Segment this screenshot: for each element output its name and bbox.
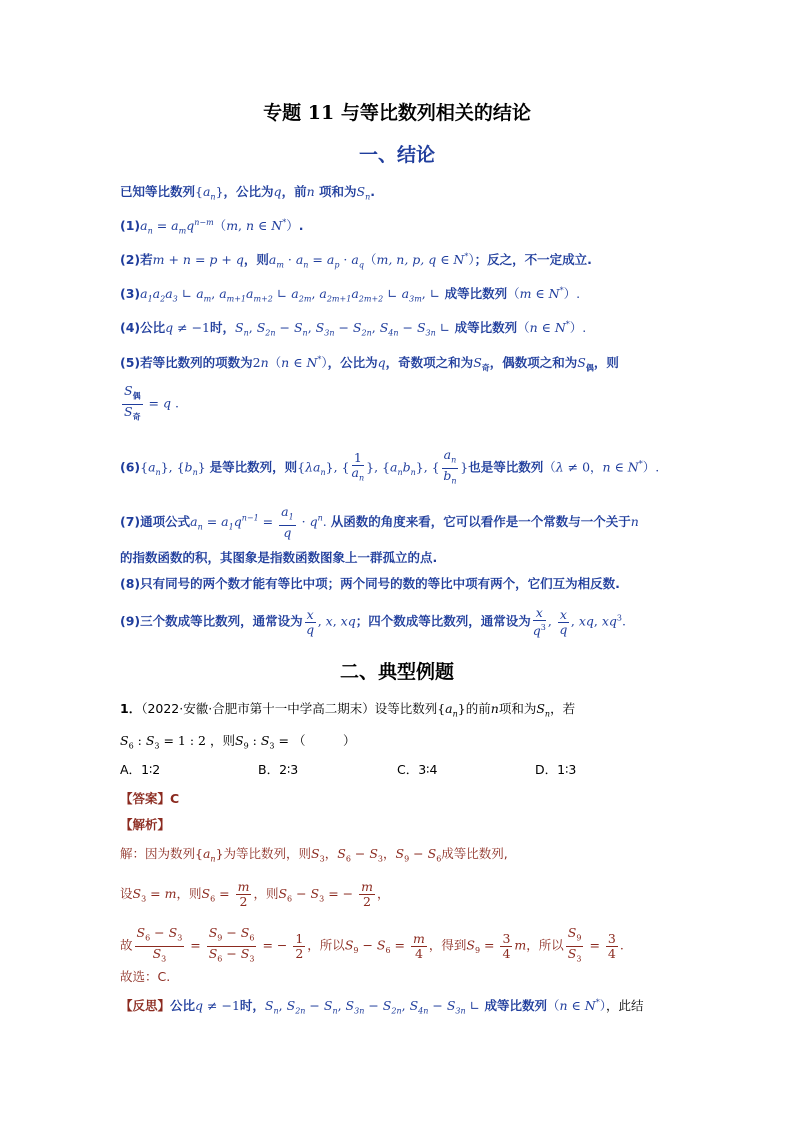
conclusion-5: (5)若等比数列的项数为2n（n ∈ N*），公比为q，奇数项之和为$S_奇$，偶数项之和为$S_偶$，则 — [120, 354, 619, 373]
conclusion-3: $(3)a_1a_2a_3$ ∟ $a_m$, $a_{m+1}a_{m+2}$ ∟ $a_{2m}$, $a_{2m+1}a_{2m+2}$ ∟ $a_{3m}$, ∟ 成等比数列（m ∈ N*）. — [120, 285, 581, 304]
document-title: 专题 11 与等比数列相关的结论 — [263, 102, 531, 124]
conclusion-7-cont: 的指数函数的积，其图象是指数函数图象上一群孤立的点. — [120, 550, 438, 565]
example-1-question: 1．（2022·安徽·合肥市第十一中学高二期末）设等比数列$\{a_n\}$的前n项和为$S_n$，若 — [120, 701, 576, 719]
conclusion-9: (9)三个数成等比数列，通常设为 $\frac{x}{q}$ , x, xq；四个数成等比数列，通常设为 $\frac{x}{q^3}$ , $\frac{x}{q}$ , xq, $xq^3$. — [120, 605, 626, 639]
conclusion-6: $(6)\{a_n\}$, $\{b_n\}$ 是等比数列，则$\{\lambda a_n\}$, { $\frac{1}{a_n}$ }, $\{a_nb_n\}$, { $\frac{a_n}{b_n}$ }也是等比数列（λ ≠ 0，n ∈ N*）. — [120, 447, 660, 485]
analysis-label: 【解析】 — [120, 817, 171, 832]
option-c: C．3∶4 — [397, 762, 438, 777]
conclusion-1: $(1)a_n = a_mq^{n-m}(m$, n ∈ N*）. — [120, 217, 304, 236]
conclusion-5-formula: $\frac{S_偶}{S_奇}$ = q . — [124, 383, 179, 421]
example-1-question-cont: $S_6$ : $S_3 = 1$ : 2 ，则$S_9$ : $S_3$ = （ ） — [120, 733, 356, 751]
conclusion-8: (8)只有同号的两个数才能有等比中项；两个同号的数的等比中项有两个，它们互为相反数. — [120, 576, 620, 591]
solution-line-1: 解：因为数列$\{a_n\}$为等比数列，则$S_3$，$S_6 - S_3$，$S_9 - S_6$成等比数列, — [120, 846, 508, 864]
option-a: A．1∶2 — [120, 762, 161, 777]
intro-line: 已知等比数列$\{a_n\}$，公比为q，前n 项和为$S_n$. — [120, 184, 375, 202]
solution-line-3: 故 $\frac{S_6 - S_3}{S_3}$ = $\frac{S_9 - S_6}{S_6 - S_3}$ = − $\frac{1}{2}$ ，所以$S_9 - S_6$ = $\frac{m}{4}$ ，得到$S_9$ = $\frac{3}{4}$ m，所以 $\frac{S_9}{S_3}$ = $\frac{3}{4}$ . — [120, 925, 624, 963]
solution-line-2: 设$S_3 = m$，则$S_6$ = $\frac{m}{2}$ ，则$S_6 - S_3$ = − $\frac{m}{2}$ ， — [120, 879, 390, 909]
reflection-line: 【反思】公比q ≠ −1时，$S_n$, $S_{2n} - S_n$, $S_{3n} - S_{2n}$, $S_{4n} - S_{3n}$ ∟ 成等比数列（n ∈ N*），此结 — [120, 997, 644, 1016]
option-d: D．1∶3 — [535, 762, 577, 777]
section-title-examples: 二、典型例题 — [339, 661, 454, 683]
conclusion-4: (4)公比q ≠ −1时，$S_n$, $S_{2n} - S_n$, $S_{3n} - S_{2n}$, $S_{4n} - S_{3n}$ ∟ 成等比数列（n ∈ N*）. — [120, 319, 587, 338]
conclusion-2: (2)若m + n = p + q，则$a_m \cdot a_n = a_p \cdot a_q(m$, n, p, q ∈ N*）；反之，不一定成立. — [120, 251, 592, 270]
answer-line: 【答案】C — [120, 791, 180, 806]
conclusion-7: (7)通项公式$a_n = a_1q^{n-1}$ = $\frac{a_1}{q}$ · $q^n$. 从函数的角度来看，它可以看作是一个常数与一个关于n — [120, 504, 639, 540]
choose-line: 故选：C. — [120, 969, 171, 984]
section-title-conclusions: 一、结论 — [358, 144, 435, 166]
option-b: B．2∶3 — [258, 762, 299, 777]
